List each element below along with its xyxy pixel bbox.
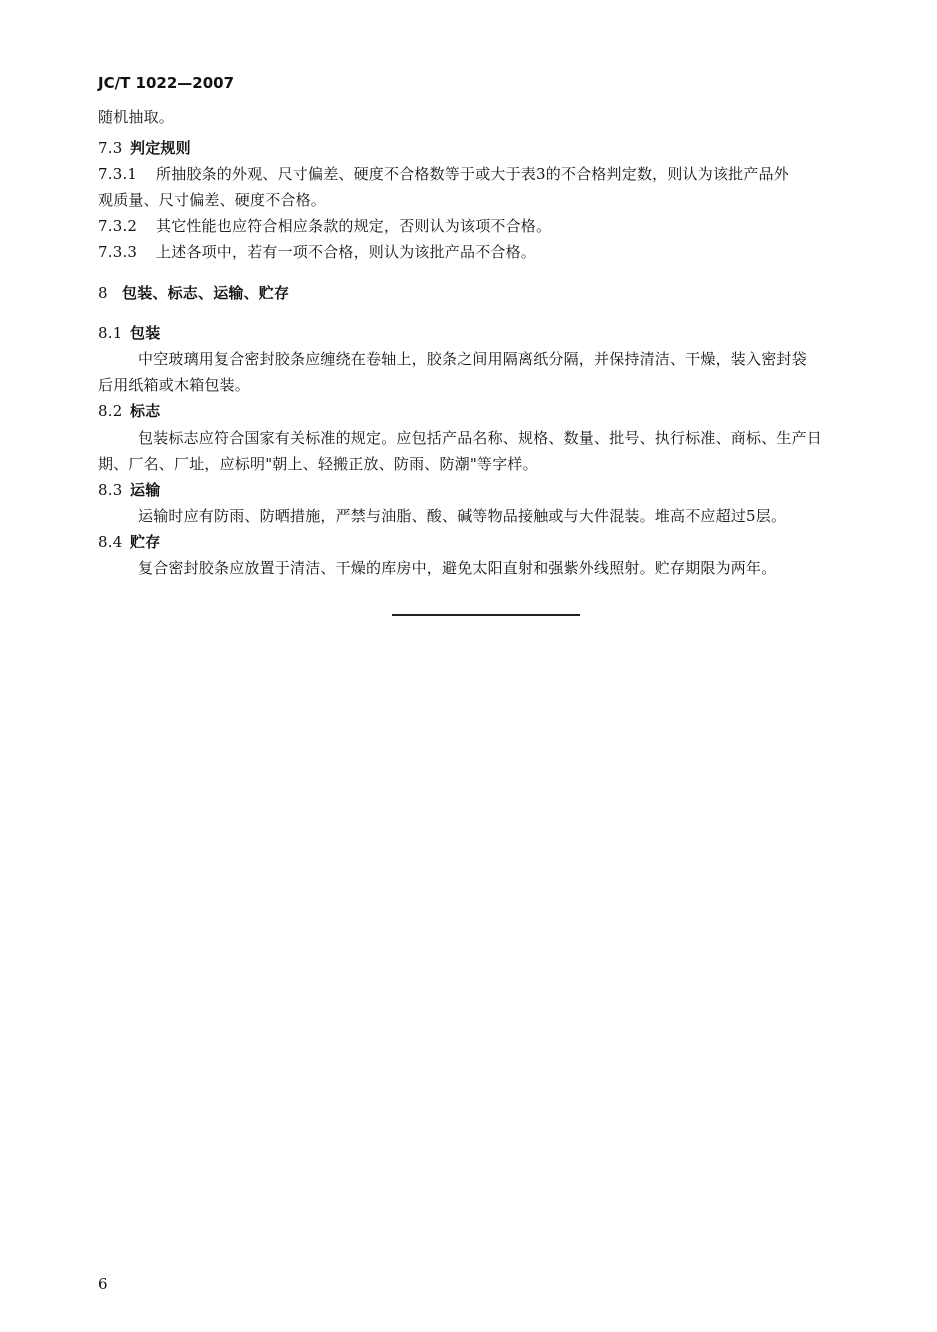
clause-number: 7.3.3 [98,243,138,261]
text-line [98,374,250,395]
text-line [138,557,776,578]
clause-number: 7.3 [98,139,123,157]
line-text: 运输时应有防雨、防晒措施，严禁与油脂、酸、碱等物品接触或与大件混装。堆高不应超过5层。 [138,507,787,525]
section-heading-8-4 [98,531,160,552]
heading-text: 贮存 [130,533,161,551]
clause-number: 7.3.1 [98,165,138,183]
clause-number: 8.1 [98,324,123,342]
line-text: 包装标志应符合国家有关标准的规定。应包括产品名称、规格、数量、批号、执行标准、商标、生产日 [138,429,823,447]
clause-number: 7.3.2 [98,217,138,235]
clause-7-3-2 [98,215,551,236]
heading-text: 包装、标志、运输、贮存 [122,284,290,302]
section-heading-7-3 [98,137,191,158]
section-heading-8-3 [98,479,160,500]
line-text: 复合密封胶条应放置于清洁、干燥的库房中，避免太阳直射和强紫外线照射。贮存期限为两年。 [138,559,777,577]
line-text: 随机抽取。 [98,108,175,126]
line-text: 其它性能也应符合相应条款的规定，否则认为该项不合格。 [156,217,552,235]
heading-text: 判定规则 [130,139,191,157]
text-line [98,189,326,210]
end-rule [392,614,580,616]
clause-7-3-1 [98,163,789,184]
text-line [138,348,807,369]
section-heading-8-2 [98,400,160,421]
text-line [98,453,538,474]
document-code: JC/T 1022—2007 [98,74,235,92]
line-text: 期、厂名、厂址，应标明"朝上、轻搬正放、防雨、防潮"等字样。 [98,455,538,473]
line-text: 上述各项中，若有一项不合格，则认为该批产品不合格。 [156,243,537,261]
section-heading-8-1 [98,322,160,343]
clause-number: 8.2 [98,402,123,420]
clause-7-3-3 [98,241,536,262]
clause-number: 8 [98,284,108,302]
line-text: 中空玻璃用复合密封胶条应缠绕在卷轴上，胶条之间用隔离纸分隔，并保持清洁、干燥，装入密封袋 [138,350,807,368]
line-text: 后用纸箱或木箱包装。 [98,376,251,394]
heading-text: 标志 [130,402,161,420]
text-line [138,427,822,448]
clause-number: 8.4 [98,533,123,551]
text-line [138,505,786,526]
line-text: 所抽胶条的外观、尺寸偏差、硬度不合格数等于或大于表3的不合格判定数，则认为该批产品外 [156,165,789,183]
section-heading-8 [98,282,289,303]
line-text: 观质量、尺寸偏差、硬度不合格。 [98,191,327,209]
text-line [98,106,174,127]
clause-number: 8.3 [98,481,123,499]
heading-text: 包装 [130,324,161,342]
page-number: 6 [98,1275,108,1293]
heading-text: 运输 [130,481,161,499]
